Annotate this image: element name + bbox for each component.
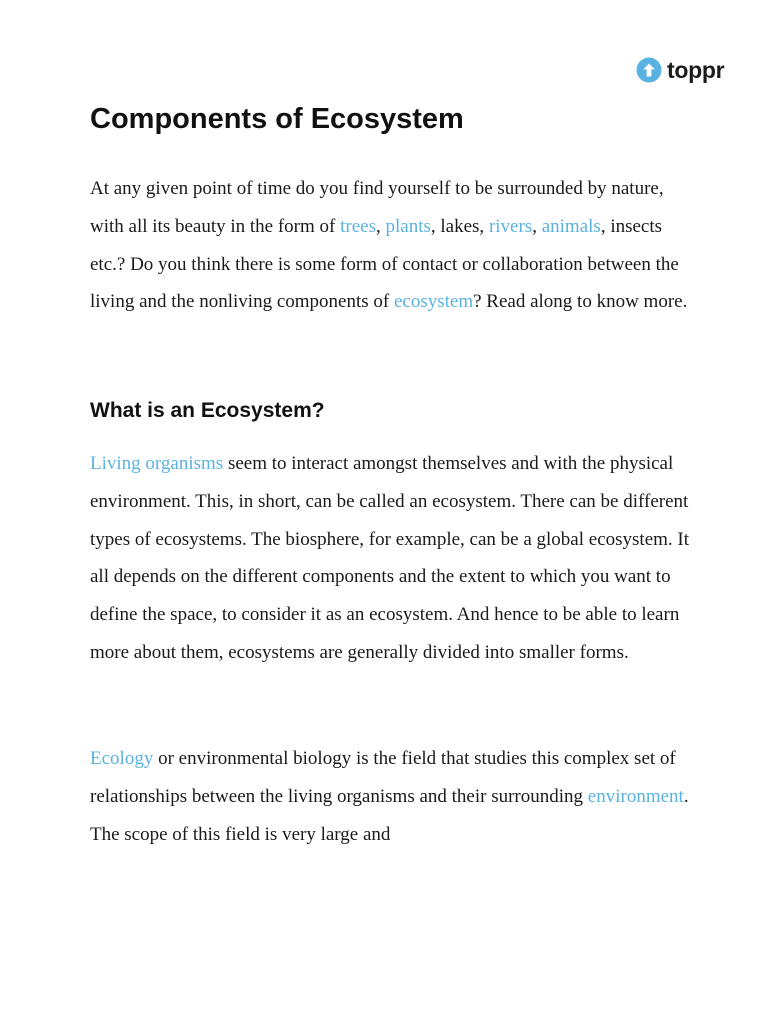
- link-plants[interactable]: plants: [385, 215, 431, 237]
- link-ecology[interactable]: Ecology: [90, 748, 154, 769]
- ecology-text-2: . The scope of this field is very large and: [90, 785, 689, 845]
- link-rivers[interactable]: rivers: [488, 215, 533, 237]
- section-heading: What is an Ecosystem?: [90, 399, 325, 422]
- link-living-organisms[interactable]: Living organisms: [90, 453, 224, 474]
- intro-text-5: , insects etc.? Do you think there is some form of contact or collaboration between the living and the nonliving components of: [90, 215, 679, 313]
- intro-paragraph: [90, 170, 690, 321]
- intro-text-2: ,: [376, 215, 386, 237]
- intro-text-3: , lakes,: [430, 215, 489, 237]
- ecosystem-text-1: seem to interact amongst themselves and with the physical environment. This, in short, can be called an ecosystem. There can be different types of ecosystems. The biosphere, for example, can be a global ecosystem. It all depends on the different components and the extent to which you want to define the space, to consider it as an ecosystem. And hence to be able to learn more about them, ecosystems are generally divided into smaller forms.: [90, 453, 690, 663]
- intro-text-4: ,: [532, 215, 542, 237]
- link-environment[interactable]: environment: [587, 785, 684, 807]
- brand-name: toppr: [667, 57, 725, 83]
- page-title: Components of Ecosystem: [90, 103, 464, 135]
- arrow-up-circle-icon: [636, 57, 662, 83]
- toppr-logo[interactable]: [636, 56, 724, 84]
- ecosystem-paragraph: [90, 445, 690, 672]
- intro-text-1: At any given point of time do you find yourself to be surrounded by nature, with all its beauty in the form of: [90, 178, 664, 237]
- link-animals[interactable]: animals: [541, 215, 601, 237]
- link-trees[interactable]: trees: [340, 215, 376, 237]
- ecology-paragraph: [90, 740, 690, 853]
- link-ecosystem[interactable]: ecosystem: [393, 291, 474, 313]
- intro-text-6: ? Read along to know more.: [473, 291, 688, 313]
- ecology-text-1: or environmental biology is the field that studies this complex set of relationships between the living organisms and their surrounding: [90, 748, 676, 807]
